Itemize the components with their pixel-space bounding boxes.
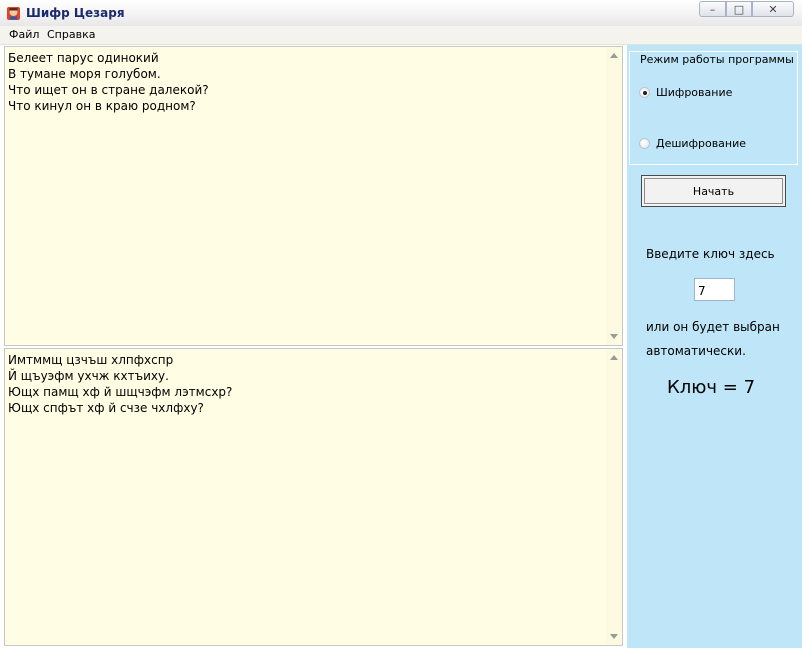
- radio-encrypt-label[interactable]: Шифрование: [656, 86, 733, 99]
- ciphertext-area[interactable]: [4, 348, 623, 646]
- key-result-label: Ключ = 7: [667, 377, 756, 398]
- title-bar[interactable]: [0, 0, 802, 27]
- maximize-button[interactable]: □: [726, 1, 752, 17]
- start-button-label: Начать: [692, 184, 735, 198]
- plaintext-content[interactable]: Белеет парус одинокий В тумане моря голубом. Что ищет он в стране далекой? Что кинул он в краю родном?: [8, 51, 209, 113]
- radio-encrypt-circle[interactable]: [639, 87, 650, 98]
- scroll-up-icon[interactable]: [610, 53, 618, 58]
- key-prompt-line3: автоматически.: [646, 344, 746, 358]
- radio-decrypt-circle[interactable]: [639, 138, 650, 149]
- key-input[interactable]: [694, 278, 735, 301]
- menu-bar: [0, 26, 802, 45]
- control-panel: [627, 45, 802, 648]
- mode-group-legend: Режим работы программы: [640, 53, 794, 66]
- start-button-focus-rect: [644, 178, 783, 204]
- menu-help[interactable]: Справка: [47, 28, 96, 41]
- app-icon: [5, 4, 23, 22]
- scroll-down-icon[interactable]: [610, 634, 618, 639]
- scroll-up-icon[interactable]: [610, 355, 618, 360]
- radio-decrypt-label[interactable]: Дешифрование: [656, 137, 747, 150]
- menu-file[interactable]: Файл: [9, 28, 40, 41]
- radio-encrypt[interactable]: [639, 86, 732, 99]
- radio-decrypt[interactable]: [639, 137, 746, 150]
- plaintext-scrollbar[interactable]: [606, 47, 622, 345]
- window-title: Шифр Цезаря: [26, 6, 125, 20]
- start-button[interactable]: [641, 175, 786, 207]
- minimize-button[interactable]: –: [699, 1, 726, 17]
- close-button[interactable]: ✕: [752, 1, 794, 17]
- ciphertext-scrollbar[interactable]: [606, 349, 622, 645]
- scroll-down-icon[interactable]: [610, 334, 618, 339]
- mode-groupbox: [629, 51, 798, 165]
- plaintext-area[interactable]: [4, 46, 623, 346]
- key-prompt-line1: Введите ключ здесь: [646, 247, 775, 261]
- ciphertext-content[interactable]: Имтммщ цзчъш хлпфхспр Й щъуэфм ухчж кхтъиху. Ющх памщ хф й шщчэфм лэтмсхр? Ющх спфът хф й счзе чхлфху?: [8, 353, 233, 415]
- key-prompt-line2: или он будет выбран: [646, 320, 780, 334]
